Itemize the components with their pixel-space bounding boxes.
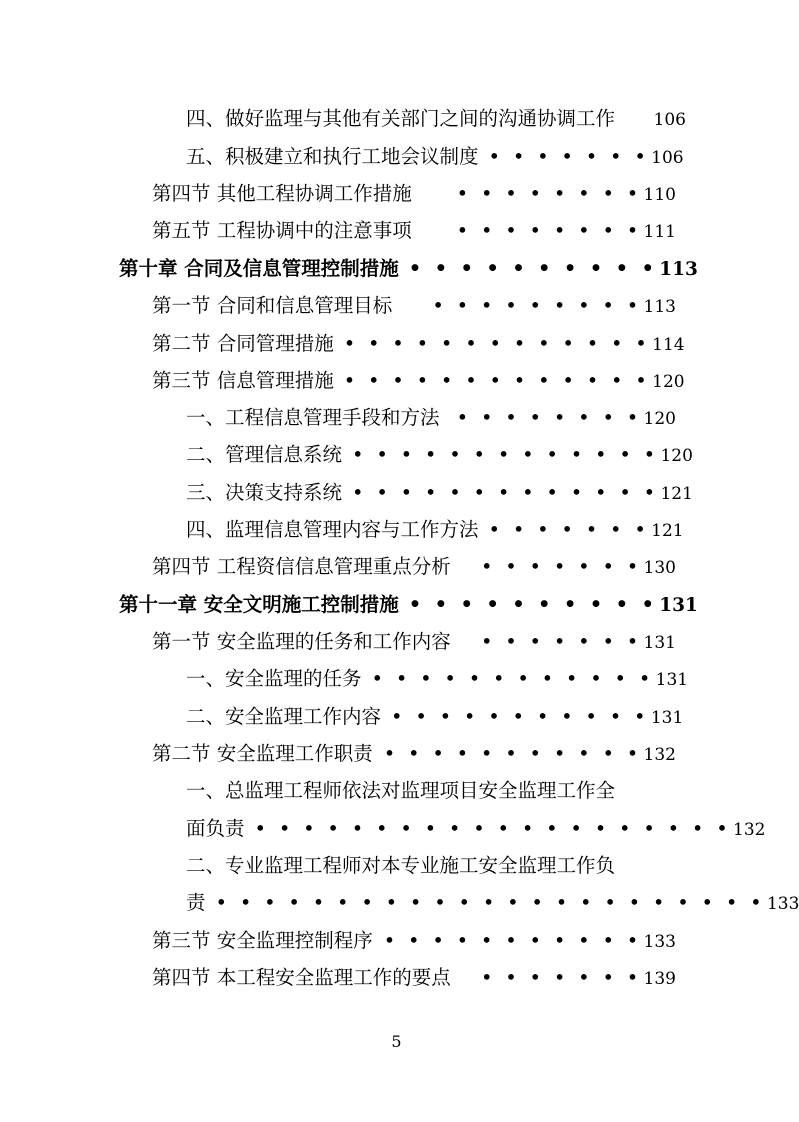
toc-entry — [152, 741, 676, 768]
toc-entry-page: 106 — [653, 110, 686, 130]
toc-entry-page: 111 — [643, 222, 676, 242]
toc-chapter-page: 113 — [659, 259, 698, 280]
toc-entry-title: 第一节 安全监理的任务和工作内容 — [152, 630, 451, 653]
toc-entry — [186, 816, 766, 843]
toc-entry-page: 106 — [651, 148, 684, 168]
toc-entry-leader: • • • • • • • • • • • — [391, 705, 649, 728]
toc-entry — [152, 965, 676, 992]
page-number: 5 — [391, 1032, 402, 1051]
toc-entry-leader: • • • • • • • • — [456, 406, 642, 429]
toc-entry-page: 133 — [766, 894, 799, 914]
toc-entry-title: 一、工程信息管理手段和方法 — [186, 406, 440, 429]
toc-entry-leader: • • • • • • • • • • • • • • • • • • • • • • • — [215, 891, 765, 914]
toc-entry-leader: • • • • • • • — [488, 145, 650, 168]
toc-entry-wrapped-line: 二、专业监理工程师对本专业施工安全监理工作负 — [186, 854, 616, 877]
toc-entry — [186, 405, 676, 432]
toc-chapter-title: 第十章 合同及信息管理控制措施 — [119, 257, 399, 280]
toc-entry-leader: • • • • • • • — [480, 966, 642, 989]
toc-entry — [152, 331, 685, 358]
toc-entry — [186, 106, 686, 133]
toc-entry-leader: • • • • • • • • — [456, 219, 642, 242]
toc-entry-title: 第二节 安全监理工作职责 — [152, 742, 373, 765]
toc-entry-leader: • • • • • • • • — [456, 182, 642, 205]
toc-entry — [152, 554, 676, 581]
toc-entry-leader: • • • • • • • • • • • • • — [352, 481, 659, 504]
toc-entry — [152, 181, 676, 208]
toc-entry-title: 责 — [186, 891, 206, 914]
toc-entry-title: 一、安全监理的任务 — [186, 667, 362, 690]
toc-entry-page: 130 — [643, 558, 676, 578]
toc-entry-page: 133 — [643, 932, 676, 952]
toc-entry-page: 132 — [643, 745, 676, 765]
toc-chapter-leader: • • • • • • • • • • — [408, 593, 658, 616]
toc-entry-page: 131 — [655, 670, 689, 690]
toc-entry — [186, 704, 684, 731]
toc-entry — [186, 442, 693, 469]
toc-entry-wrapped-line: 一、总监理工程师依法对监理项目安全监理工作全 — [186, 779, 616, 802]
toc-entry-title: 四、监理信息管理内容与工作方法 — [186, 518, 479, 541]
toc-entry — [152, 293, 676, 320]
toc-entry-page: 131 — [643, 633, 676, 653]
toc-entry — [186, 666, 689, 693]
toc-entry-leader: • • • • • • • • • • • • — [371, 667, 654, 690]
toc-entry-leader: • • • • • • • • • • • • • • • • • • • • — [254, 817, 732, 840]
toc-entry-leader: • • • • • • • — [480, 630, 642, 653]
toc-entry-title: 第四节 其他工程协调工作措施 — [152, 182, 412, 205]
toc-entry-page: 114 — [652, 335, 685, 355]
toc-entry — [152, 218, 676, 245]
toc-entry — [152, 629, 676, 656]
toc-entry — [186, 517, 684, 544]
toc-entry-page: 139 — [643, 969, 676, 989]
toc-entry-leader: • • • • • • • — [480, 555, 642, 578]
toc-entry-title: 第四节 工程资信信息管理重点分析 — [152, 555, 451, 578]
toc-chapter — [119, 256, 698, 283]
toc-entry-page: 121 — [651, 521, 684, 541]
toc-entry — [186, 480, 693, 507]
toc-entry-leader: • • • • • • • • • • • • • — [343, 332, 651, 355]
toc-entry-page: 120 — [643, 409, 676, 429]
toc-entry-leader: • • • • • • • • • — [432, 294, 642, 317]
toc-chapter-leader: • • • • • • • • • • — [408, 257, 658, 280]
toc-chapter-title: 第十一章 安全文明施工控制措施 — [119, 593, 399, 616]
toc-entry-page: 131 — [650, 708, 684, 728]
toc-entry-leader: • • • • • • • • • • • • • — [352, 443, 659, 466]
toc-entry-title: 第一节 合同和信息管理目标 — [152, 294, 393, 317]
toc-entry-title: 三、决策支持系统 — [186, 481, 343, 504]
toc-entry-page: 120 — [652, 372, 685, 392]
toc-entry-page: 110 — [643, 185, 676, 205]
toc-entry — [186, 144, 684, 171]
toc-entry-title: 四、做好监理与其他有关部门之间的沟通协调工作 — [186, 107, 616, 130]
toc-entry-title: 面负责 — [186, 817, 245, 840]
toc-entry-title: 第三节 信息管理措施 — [152, 369, 334, 392]
toc-entry-leader: • • • • • • • — [488, 518, 650, 541]
toc-entry — [152, 928, 676, 955]
toc-entry-title: 第二节 合同管理措施 — [152, 332, 334, 355]
toc-entry-page: 120 — [660, 446, 693, 466]
toc-entry-title: 二、安全监理工作内容 — [186, 705, 382, 728]
toc-entry-page: 132 — [733, 820, 766, 840]
toc-entry-leader: • • • • • • • • • • • • • — [343, 369, 651, 392]
toc-entry-leader: • • • • • • • • • • • — [383, 929, 642, 952]
toc-entry-page: 121 — [660, 484, 693, 504]
toc-entry-leader: • • • • • • • • • • • — [383, 742, 642, 765]
toc-entry-title: 第四节 本工程安全监理工作的要点 — [152, 966, 451, 989]
toc-entry-title: 第三节 安全监理控制程序 — [152, 929, 373, 952]
toc-entry-title: 二、管理信息系统 — [186, 443, 343, 466]
toc-entry-title: 第五节 工程协调中的注意事项 — [152, 219, 412, 242]
toc-chapter — [119, 592, 698, 619]
toc-chapter-page: 131 — [659, 595, 698, 616]
toc-entry — [186, 890, 799, 917]
toc-entry-title: 五、积极建立和执行工地会议制度 — [186, 145, 479, 168]
toc-entry-page: 113 — [643, 297, 676, 317]
toc-entry — [152, 368, 685, 395]
